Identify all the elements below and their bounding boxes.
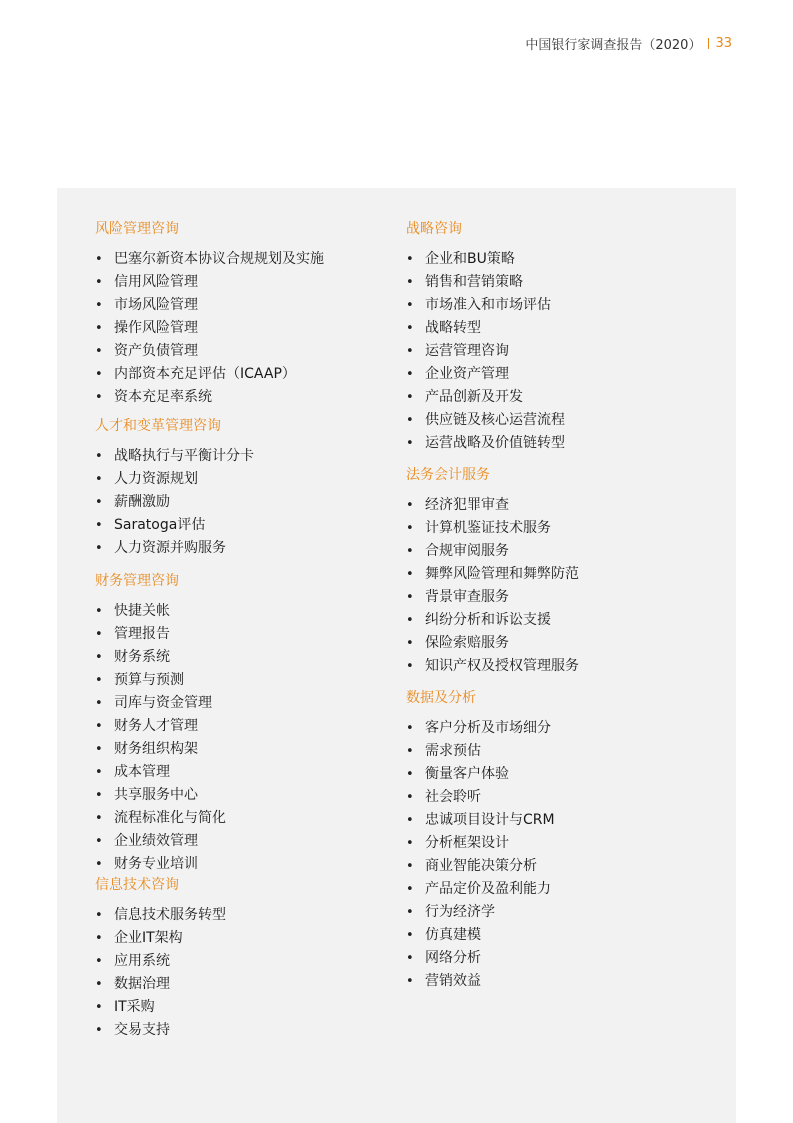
- list-item: • 信息技术服务转型: [95, 904, 226, 927]
- section-title: 人才和变革管理咨询: [95, 418, 221, 434]
- page-header: [525, 33, 732, 53]
- list-item: • 行为经济学: [406, 901, 555, 924]
- list-item: • 薪酬激励: [95, 491, 254, 514]
- list-item: • IT采购: [95, 996, 226, 1019]
- list-item: • 产品创新及开发: [406, 386, 565, 409]
- header-divider: [708, 38, 709, 49]
- list-item: • 战略执行与平衡计分卡: [95, 445, 254, 468]
- list-item: • 企业IT架构: [95, 927, 226, 950]
- section-title: 风险管理咨询: [95, 221, 179, 237]
- service-section: [406, 464, 579, 678]
- list-item: • 销售和营销策略: [406, 271, 565, 294]
- list-item: • 保险索赔服务: [406, 632, 579, 655]
- service-list: [406, 494, 579, 678]
- list-item: • 资本充足率系统: [95, 386, 324, 409]
- page-number: 33: [715, 35, 732, 51]
- list-item: • 供应链及核心运营流程: [406, 409, 565, 432]
- list-item: • 成本管理: [95, 761, 226, 784]
- list-item: • 财务专业培训: [95, 853, 226, 876]
- list-item: • 人力资源规划: [95, 468, 254, 491]
- service-list: [406, 717, 555, 993]
- list-item: • 需求预估: [406, 740, 555, 763]
- list-item: • 计算机鉴证技术服务: [406, 517, 579, 540]
- service-list: [95, 600, 226, 876]
- list-item: • 背景审查服务: [406, 586, 579, 609]
- list-item: • 共享服务中心: [95, 784, 226, 807]
- list-item: • 合规审阅服务: [406, 540, 579, 563]
- list-item: • Saratoga评估: [95, 514, 254, 537]
- list-item: • 市场风险管理: [95, 294, 324, 317]
- section-title: 战略咨询: [406, 221, 462, 237]
- list-item: • 信用风险管理: [95, 271, 324, 294]
- list-item: • 衡量客户体验: [406, 763, 555, 786]
- list-item: • 营销效益: [406, 970, 555, 993]
- service-section: [95, 218, 324, 409]
- list-item: • 纠纷分析和诉讼支援: [406, 609, 579, 632]
- list-item: • 快捷关帐: [95, 600, 226, 623]
- list-item: • 知识产权及授权管理服务: [406, 655, 579, 678]
- service-list: [95, 248, 324, 409]
- list-item: • 分析框架设计: [406, 832, 555, 855]
- list-item: • 商业智能决策分析: [406, 855, 555, 878]
- list-item: • 忠诚项目设计与CRM: [406, 809, 555, 832]
- service-section: [95, 415, 254, 560]
- list-item: • 财务组织构架: [95, 738, 226, 761]
- report-title: 中国银行家调查报告（2020）: [525, 37, 702, 53]
- section-title: 信息技术咨询: [95, 877, 179, 893]
- service-section: [406, 687, 555, 993]
- list-item: • 网络分析: [406, 947, 555, 970]
- list-item: • 产品定价及盈利能力: [406, 878, 555, 901]
- list-item: • 流程标准化与简化: [95, 807, 226, 830]
- service-list: [406, 248, 565, 455]
- service-section: [406, 218, 565, 455]
- list-item: • 数据治理: [95, 973, 226, 996]
- list-item: • 经济犯罪审查: [406, 494, 579, 517]
- list-item: • 企业绩效管理: [95, 830, 226, 853]
- list-item: • 巴塞尔新资本协议合规规划及实施: [95, 248, 324, 271]
- services-panel: [57, 188, 736, 1123]
- list-item: • 企业和BU策略: [406, 248, 565, 271]
- service-section: [95, 874, 226, 1042]
- service-list: [95, 904, 226, 1042]
- list-item: • 预算与预测: [95, 669, 226, 692]
- list-item: • 企业资产管理: [406, 363, 565, 386]
- list-item: • 仿真建模: [406, 924, 555, 947]
- list-item: • 操作风险管理: [95, 317, 324, 340]
- list-item: • 运营管理咨询: [406, 340, 565, 363]
- list-item: • 管理报告: [95, 623, 226, 646]
- list-item: • 财务系统: [95, 646, 226, 669]
- list-item: • 司库与资金管理: [95, 692, 226, 715]
- service-section: [95, 570, 226, 876]
- list-item: • 社会聆听: [406, 786, 555, 809]
- list-item: • 战略转型: [406, 317, 565, 340]
- section-title: 法务会计服务: [406, 467, 490, 483]
- list-item: • 市场准入和市场评估: [406, 294, 565, 317]
- list-item: • 交易支持: [95, 1019, 226, 1042]
- list-item: • 客户分析及市场细分: [406, 717, 555, 740]
- section-title: 财务管理咨询: [95, 573, 179, 589]
- list-item: • 人力资源并购服务: [95, 537, 254, 560]
- list-item: • 应用系统: [95, 950, 226, 973]
- list-item: • 舞弊风险管理和舞弊防范: [406, 563, 579, 586]
- list-item: • 财务人才管理: [95, 715, 226, 738]
- list-item: • 运营战略及价值链转型: [406, 432, 565, 455]
- section-title: 数据及分析: [406, 690, 476, 706]
- list-item: • 资产负债管理: [95, 340, 324, 363]
- service-list: [95, 445, 254, 560]
- list-item: • 内部资本充足评估（ICAAP）: [95, 363, 324, 386]
